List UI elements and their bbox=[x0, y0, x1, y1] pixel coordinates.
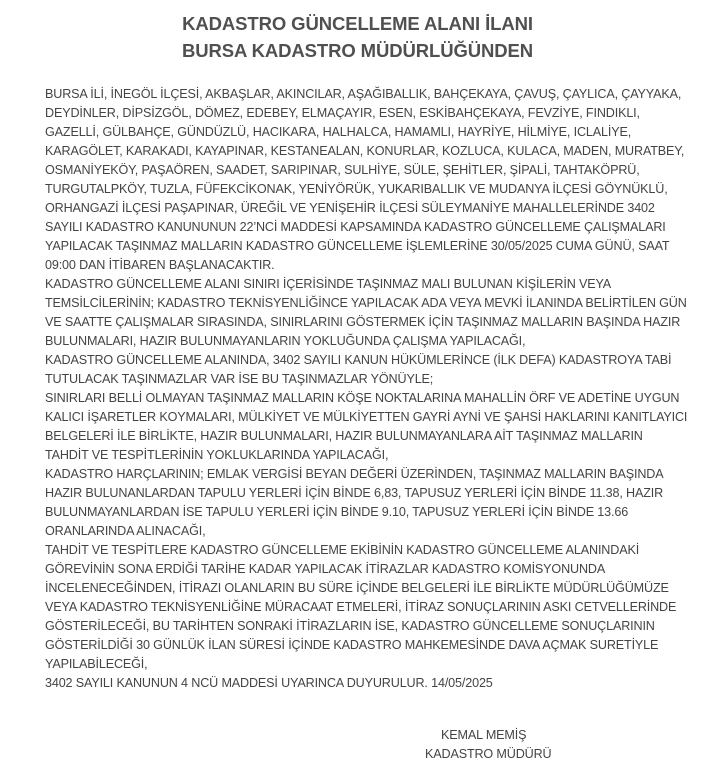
signatory-name: KEMAL MEMİŞ bbox=[441, 728, 527, 742]
body-line: 09:00 DAN İTİBAREN BAŞLANACAKTIR. bbox=[45, 258, 275, 272]
body-line: TAHDİT VE TESPİTLERİNİN YOKLUKLARINDA YAPILACAĞI, bbox=[45, 448, 389, 462]
body-line: TAHDİT VE TESPİTLERE KADASTRO GÜNCELLEME EKİBİNİN KADASTRO GÜNCELLEME ALANINDAKİ bbox=[45, 543, 640, 557]
body-line: GÖSTERİLECEĞİ, BU TARİHTEN SONRAKİ İTİRAZLARIN İSE, KADASTRO GÜNCELLEME SONUÇLARININ bbox=[45, 619, 655, 633]
body-line: TUTULACAK TAŞINMAZLAR VAR İSE BU TAŞINMAZLAR YÖNÜYLE; bbox=[45, 372, 434, 386]
body-line: SAYILI KADASTRO KANUNUNUN 22’NCİ MADDESİ KAPSAMINDA KADASTRO GÜNCELLEME ÇALIŞMALARI bbox=[45, 220, 666, 234]
body-line: ORHANGAZİ İLÇESİ PAŞAPINAR, ÜREĞİL VE YENİŞEHİR İLÇESİ SÜLEYMANİYE MAHALLELERİNDE 3402 bbox=[45, 201, 655, 215]
body-line: BULUNMALARI, HAZIR BULUNMAYANLARIN YOKLUĞUNDA ÇALIŞMA YAPILACAĞI, bbox=[45, 334, 526, 348]
body-line: 3402 SAYILI KANUNUN 4 NCÜ MADDESİ UYARINCA DUYURULUR. 14/05/2025 bbox=[45, 676, 493, 690]
body-line: SINIRLARI BELLİ OLMAYAN TAŞINMAZ MALLARIN KÖŞE NOKTALARINA MAHALLİN ÖRF VE ADETİNE UYGUN bbox=[45, 391, 680, 405]
title-line-1: KADASTRO GÜNCELLEME ALANI İLANI bbox=[182, 13, 533, 34]
body-line: GÖSTERİLDİĞİ 30 GÜNLÜK İLAN SÜRESİ İÇİNDE KADASTRO MAHKEMESİNDE DAVA AÇMAK SURETİYLE bbox=[45, 638, 659, 652]
body-line: KADASTRO GÜNCELLEME ALANI SINIRI İÇERİSİNDE TAŞINMAZ MALI BULUNAN KİŞİLERİN VEYA bbox=[45, 277, 612, 291]
body-line: DEYDİNLER, DİPSİZGÖL, DÖMEZ, EDEBEY, ELMAÇAYIR, ESEN, ESKİBAHÇEKAYA, FEVZİYE, FINDIKLI, bbox=[45, 106, 640, 120]
body-line: YAPILACAK TAŞINMAZ MALLARIN KADASTRO GÜNCELLEME İŞLEMLERİNE 30/05/2025 CUMA GÜNÜ, SAAT bbox=[45, 239, 670, 253]
body-line: HAZIR BULUNANLARDAN TAPULU YERLERİ İÇİN BİNDE 6,83, TAPUSUZ YERLERİ İÇİN BİNDE 11.38, HAZIR bbox=[45, 486, 664, 500]
signatory-title: KADASTRO MÜDÜRÜ bbox=[425, 747, 552, 761]
body-line: KARAGÖLET, KARAKADI, KAYAPINAR, KESTANEALAN, KONURLAR, KOZLUCA, KULACA, MADEN, MURATBEY, bbox=[45, 144, 685, 158]
body-line: OSMANİYEKÖY, PAŞAÖREN, SAADET, SARIPINAR, SULHİYE, SÜLE, ŞEHİTLER, ŞİPALİ, TAHTAKÖPRÜ, bbox=[45, 163, 640, 177]
body-line: GÖREVİNİN SONA ERDİĞİ TARİHE KADAR YAPILACAK İTİRAZLAR KADASTRO KOMİSYONUNDA bbox=[45, 562, 606, 576]
signature-block bbox=[400, 726, 580, 764]
body-line: BULUNMAYANLARDAN İSE TAPULU YERLERİ İÇİN BİNDE 9.10, TAPUSUZ YERLERİ İÇİN BİNDE 13.66 bbox=[45, 505, 629, 519]
body-line: KADASTRO GÜNCELLEME ALANINDA, 3402 SAYILI KANUN HÜKÜMLERİNCE (İLK DEFA) KADASTROYA TABİ bbox=[45, 353, 672, 367]
body-line: YAPILABİLECEĞİ, bbox=[45, 657, 148, 671]
notice-body bbox=[45, 85, 705, 693]
body-line: BELGELERİ İLE BİRLİKTE, HAZIR BULUNMALARI, HAZIR BULUNMAYANLARA AİT TAŞINMAZ MALLARIN bbox=[45, 429, 643, 443]
body-line: TURGUTALPKÖY, TUZLA, FÜFEKCİKONAK, YENİYÖRÜK, YUKARIBALLIK VE MUDANYA İLÇESİ GÖYNÜKLÜ, bbox=[45, 182, 668, 196]
notice-title bbox=[0, 10, 715, 64]
body-line: GAZELLİ, GÜLBAHÇE, GÜNDÜZLÜ, HACIKARA, HALHALCA, HAMAMLI, HAYRİYE, HİLMİYE, ICLALİYE, bbox=[45, 125, 632, 139]
title-line-2: BURSA KADASTRO MÜDÜRLÜĞÜNDEN bbox=[181, 40, 534, 61]
body-line: VEYA KADASTRO TEKNİSYENLİĞİNE MÜRACAAT ETMELERİ, İTİRAZ SONUÇLARININ ASKI CETVELLERİNDE bbox=[45, 600, 677, 614]
body-line: KALICI İŞARETLER KOYMALARI, MÜLKİYET VE MÜLKİYETTEN GAYRİ AYNİ VE ŞAHSİ HAKLARINI KANITLAYICI bbox=[45, 410, 688, 424]
body-line: ORANLARINDA ALINACAĞI, bbox=[45, 524, 206, 538]
body-line: KADASTRO HARÇLARININ; EMLAK VERGİSİ BEYAN DEĞERİ ÜZERİNDEN, TAŞINMAZ MALLARIN BAŞINDA bbox=[45, 467, 664, 481]
body-line: İNCELENECEĞİNDEN, İTİRAZI OLANLARIN BU SÜRE İÇİNDE BELGELERİ İLE BİRLİKTE MÜDÜRLÜĞÜMÜZE bbox=[45, 581, 669, 595]
body-line: VE SAATTE ÇALIŞMALAR SIRASINDA, SINIRLARINI GÖSTERMEK İÇİN TAŞINMAZ MALLARIN BAŞINDA HAZIR bbox=[45, 315, 681, 329]
body-line: TEMSİLCİLERİNİN; KADASTRO TEKNİSYENLİĞİNCE YAPILACAK ADA VEYA MEVKİ İLANINDA BELİRTİLEN GÜN bbox=[45, 296, 687, 310]
body-line: BURSA İLİ, İNEGÖL İLÇESİ, AKBAŞLAR, AKINCILAR, AŞAĞIBALLIK, BAHÇEKAYA, ÇAVUŞ, ÇAYLICA, ÇAYYAKA, bbox=[45, 87, 682, 101]
